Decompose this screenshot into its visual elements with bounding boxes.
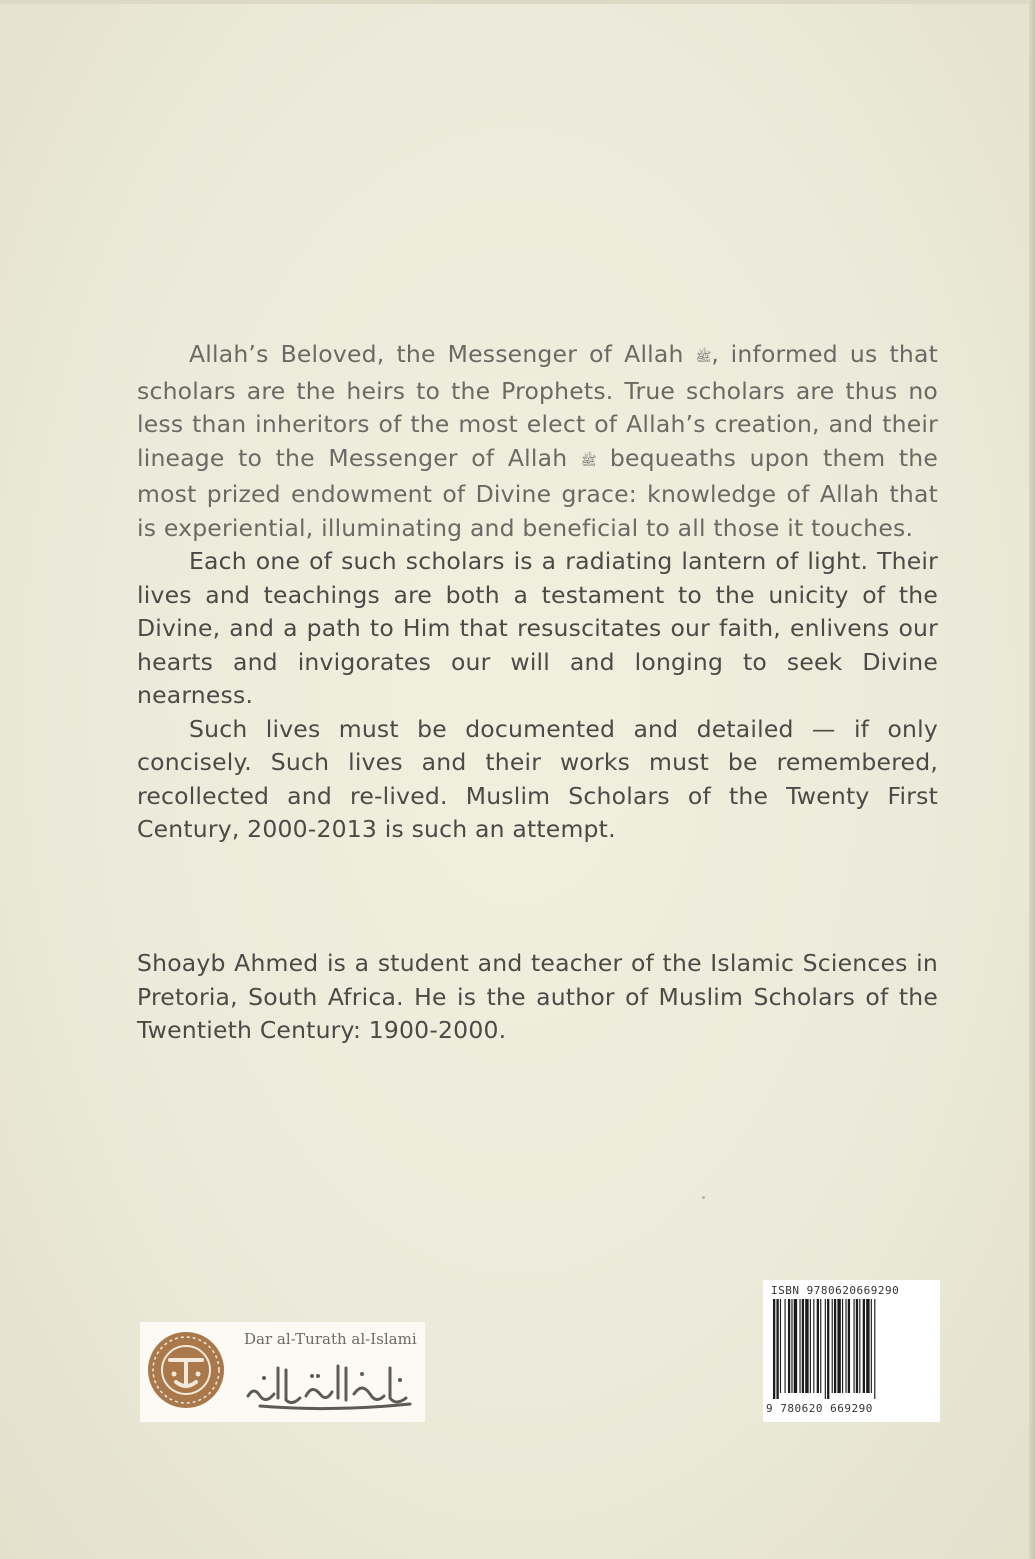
barcode-bar [856, 1299, 858, 1393]
barcode-bar [866, 1299, 869, 1393]
barcode-bar [773, 1299, 775, 1399]
barcode-bar [874, 1299, 875, 1399]
publisher-emblem-icon [146, 1330, 226, 1410]
barcode-bar [832, 1299, 833, 1393]
barcode-bar [813, 1299, 814, 1393]
barcode-bar [848, 1299, 850, 1393]
barcode-bar [863, 1299, 865, 1393]
barcode-bar [802, 1299, 804, 1393]
salawat-symbol-icon: ﷺ [580, 453, 597, 469]
author-bio-text: Shoayb Ahmed is a student and teacher of the Islamic Sciences in Pretoria, South Africa. He is the author of Muslim Scholars of the Twentieth Century: 1900-2000. [137, 949, 938, 1044]
barcode-icon [771, 1299, 933, 1399]
barcode-bar [854, 1299, 855, 1393]
barcode-digits: 9 780620 669290 [766, 1402, 873, 1415]
barcode-bar [837, 1299, 840, 1393]
barcode-bar [794, 1299, 797, 1393]
blurb-paragraph-1 [137, 338, 938, 545]
barcode-bar [834, 1299, 836, 1393]
barcode-bar [817, 1299, 819, 1393]
barcode-bar [842, 1299, 843, 1393]
blurb-paragraph-1-part-1: Allah’s Beloved, the Messenger of Allah [189, 340, 696, 368]
barcode-bar [820, 1299, 821, 1393]
publisher-name-latin: Dar al-Turath al-Islami [244, 1330, 417, 1348]
barcode-bar [827, 1299, 829, 1399]
publisher-logo [140, 1322, 425, 1422]
barcode-bar [871, 1299, 872, 1393]
cover-top-edge [0, 0, 1035, 4]
barcode-bar [805, 1299, 808, 1393]
isbn-barcode [763, 1280, 940, 1422]
blurb-paragraph-1-part-2: , informed us that scholars are the heirs to the Prophets. True scholars are thus no less than inheritors of the most elect of Allah’s creation, and their lineage to the Messenger of Allah [137, 340, 938, 472]
barcode-bar [799, 1299, 800, 1393]
barcode-bar [825, 1299, 826, 1399]
print-speck [702, 1196, 705, 1199]
salawat-symbol-icon: ﷺ [695, 350, 712, 365]
blurb-paragraph-1-part-3: bequeaths upon them the most prized endowment of Divine grace: knowledge of Allah that is experiential, illuminating and beneficial to all those it touches. [137, 443, 939, 542]
barcode-bar [810, 1299, 811, 1393]
barcode-bar [859, 1299, 860, 1393]
barcode-bar [791, 1299, 792, 1393]
barcode-bar [845, 1299, 846, 1393]
barcode-bar [780, 1299, 781, 1393]
barcode-bar [776, 1299, 778, 1399]
blurb-paragraph-2: Each one of such scholars is a radiating lantern of light. Their lives and teachings are both a testament to the unicity of the Divine, and a path to Him that resuscitates our faith, enlivens our hearts and invigorates our will and longing to seek Divine nearness. [137, 547, 938, 709]
book-blurb [137, 338, 938, 847]
barcode-bar [785, 1299, 786, 1393]
publisher-name-arabic-calligraphy [240, 1356, 420, 1412]
cover-spine-edge [1029, 0, 1035, 1559]
barcode-bar [788, 1299, 790, 1393]
author-bio [137, 947, 938, 1048]
isbn-label: ISBN 9780620669290 [771, 1284, 900, 1297]
blurb-paragraph-3: Such lives must be documented and detailed — if only concisely. Such lives and their works must be remembered, recollected and re-lived. Muslim Scholars of the Twenty First Century, 2000-2013 is such an attempt. [137, 714, 938, 843]
